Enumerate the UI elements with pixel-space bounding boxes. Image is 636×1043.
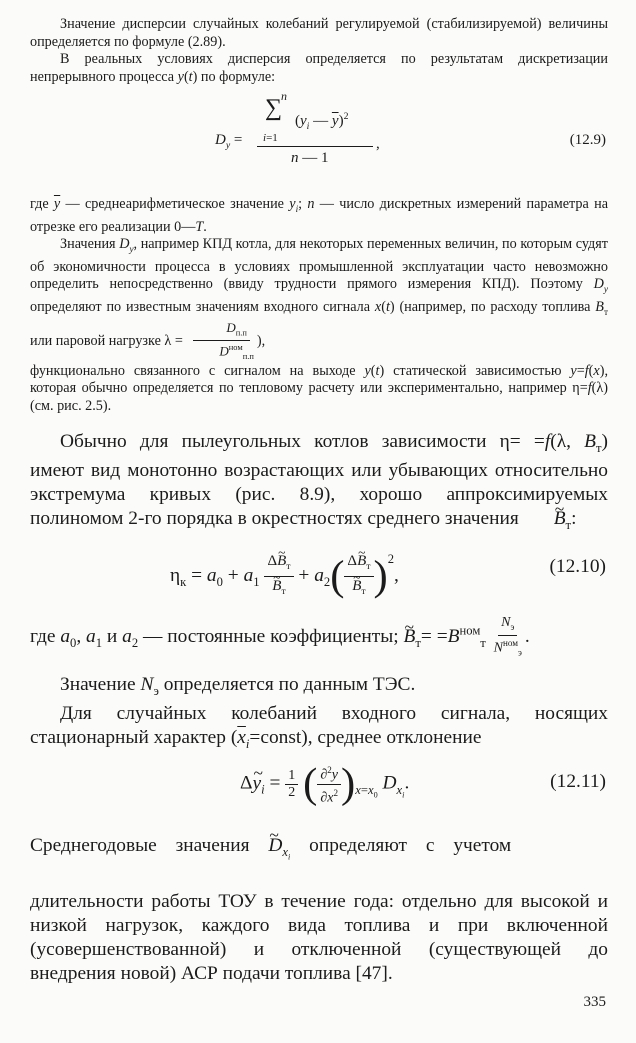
paragraph-6: Обычно для пылеугольных котлов зависимости η= =f(λ, $B_т$) имеют вид монотонно возрастающих или убывающих относительно экстремума кривых (рис. 8.9), хорошо аппроксимируемых полиномом 2-го порядка в окрестностях среднего значения ~ $B_т$: xyxy=(30,430,608,538)
paragraph-11: длительности работы ТОУ в течение года: отдельно для высокой и низкой нагрузок, каждого вида топлива и при включенной (усовершенствованной) и отключенной (существующей до внедрения новой) АСР подачи топлива [47]. xyxy=(30,890,608,984)
paragraph-9: Для случайных колебаний входного сигнала, носящих стационарный характер $(\overline{x}_i=const)$, среднее отклонение xyxy=(30,703,608,752)
equation-12-10: $\eta_к = a_0 + a_1$ Δ~ $B_т$ ~ $B_т$ + $a_2$( Δ~ $B_т$ ~ $B_т$ )$^2$, (12.10) xyxy=(30,537,608,615)
equation-12-9: n ∑ ($y_i$ — $\overline{y})^2$ i=1 n — 1 $D_y$ = , (12.9) xyxy=(215,89,606,167)
equation-number: (12.11) xyxy=(550,771,606,793)
paragraph-3: где $\overline{y}$ — среднеарифметическое значение $y_i$; n — число дискретных измерений параметра на отрезке его реализации 0—T. xyxy=(30,196,608,235)
paragraph-8: Значение $N_э$ определяется по данным ТЭС. xyxy=(60,673,416,698)
equation-number: (12.10) xyxy=(549,556,606,578)
page-number: 335 xyxy=(583,994,606,1010)
paragraph-7: где $a_0$, $a_1$ и $a_2$ — постоянные коэффициенты; ~ $B_т= =B^{ном}_т$ $\frac{N_э}{N^{ном}_э}$ . xyxy=(30,615,608,660)
equation-number: (12.9) xyxy=(569,132,606,149)
paragraph-10: Среднегодовые значения ~ $D_{x_i}$ определяют с учетом xyxy=(30,834,608,869)
text-block-large xyxy=(30,430,608,986)
equation-12-11: Δ~ $y_i$ = $\frac{1}{2}$ ( $\frac{\partial^2y}{\partial x^2}$ )$_{x=x_0}$ $D_{x_i}$. (12.11) xyxy=(30,756,608,826)
paragraph-1: Значение дисперсии случайных колебаний регулируемой (стабилизируемой) величины определяется по формуле (2.89). xyxy=(30,16,608,50)
paragraph-5: функционально связанного с сигналом на выходе y(t) статической зависимостью y=f(x), которая обычно определяется по тепловому расчету или экспериментально, например η=f(λ) (см. рис. 2.5). xyxy=(30,362,608,414)
paragraph-4: Значения $D_y$, например КПД котла, для некоторых переменных величин, по которым судят об экономичности процесса в условиях промышленной эксплуатации часто невозможно определить непосредственно (ввиду трудности прямого измерения КПД). Поэтому $D_y$ определяют по известным значениям входного сигнала x(t) (например, по расходу топлива $B_т$ или паровой нагрузке λ = $\frac{D_{п.п}}{D^{ном}_{п.п}}$ ), xyxy=(30,236,608,361)
paragraph-2: В реальных условиях дисперсия определяется по результатам дискретизации непрерывного процесса y(t) по формуле: xyxy=(30,51,608,85)
text-block-small xyxy=(30,16,608,416)
page-body xyxy=(30,16,608,986)
